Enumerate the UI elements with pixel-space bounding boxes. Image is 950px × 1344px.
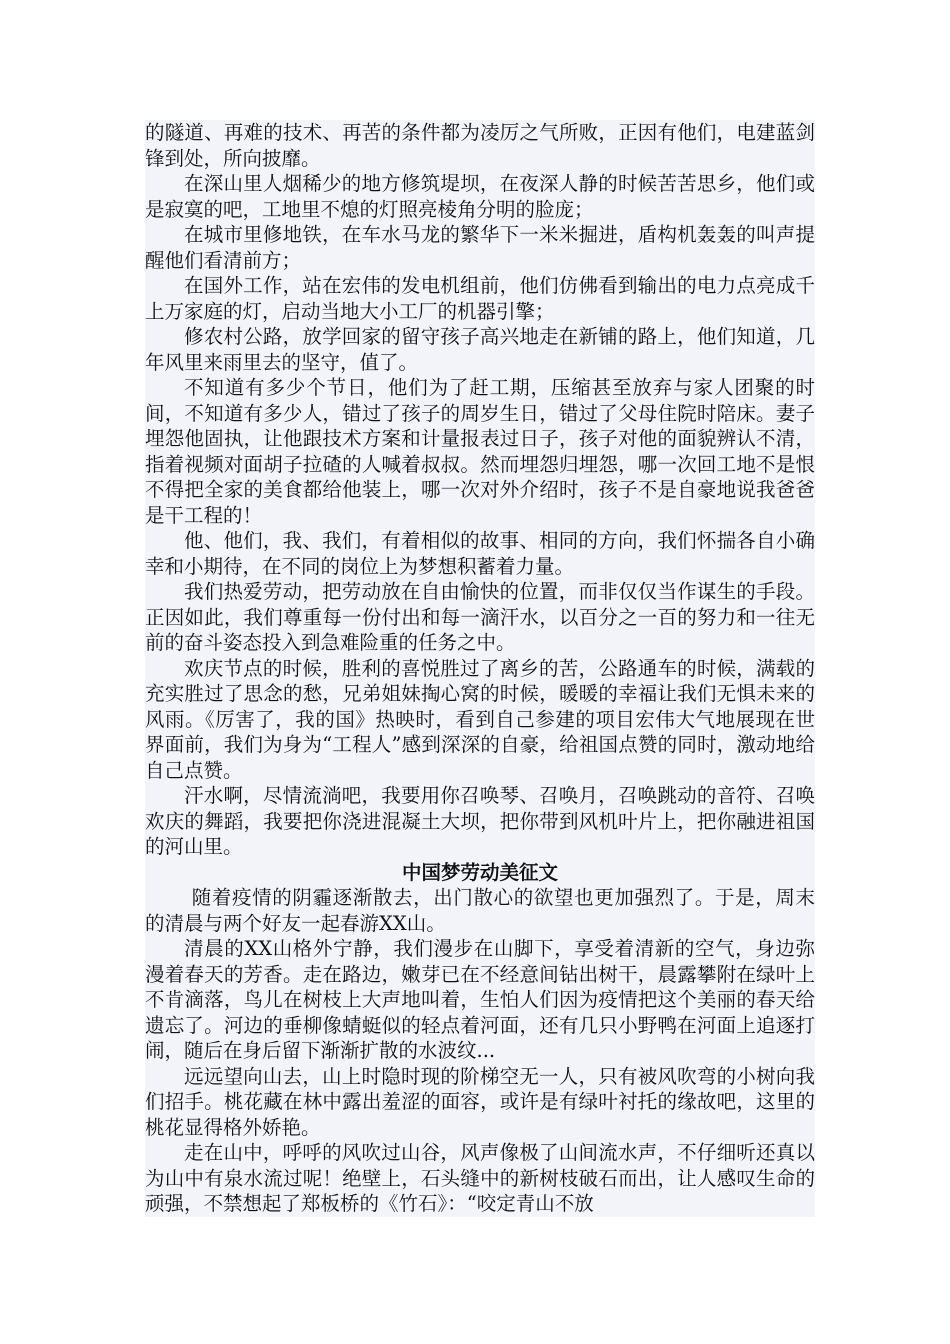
paragraph: 在深山里人烟稀少的地方修筑堤坝，在夜深人静的时候苦苦思乡，他们或是寂寞的吧，工地里不熄的灯照亮棱角分明的脸庞； <box>145 172 815 221</box>
paragraph: 在城市里修地铁，在车水马龙的繁华下一米米掘进，盾构机轰轰的叫声提醒他们看清前方； <box>145 223 815 272</box>
paragraph: 欢庆节点的时候，胜利的喜悦胜过了离乡的苦，公路通车的时候，满载的充实胜过了思念的愁，兄弟姐妹掏心窝的时候，暖暖的幸福让我们无惧未来的风雨。《厉害了，我的国》热映时，看到自己参建的项目宏伟大气地展现在世界面前，我们为身为“工程人”感到深深的自豪，给祖国点赞的同时，激动地给自己点赞。 <box>145 656 815 782</box>
paragraph: 不知道有多少个节日，他们为了赶工期，压缩甚至放弃与家人团聚的时间，不知道有多少人，错过了孩子的周岁生日，错过了父母住院时陪床。妻子埋怨他固执，让他跟技术方案和计量报表过日子，孩子对他的面貌辨认不清，指着视频对面胡子拉碴的人喊着叔叔。然而埋怨归埋怨，哪一次回工地不是恨不得把全家的美食都给他装上，哪一次对外介绍时，孩子不是自豪地说我爸爸是干工程的！ <box>145 376 815 527</box>
paragraph: 修农村公路，放学回家的留守孩子高兴地走在新铺的路上，他们知道，几年风里来雨里去的坚守，值了。 <box>145 325 815 374</box>
paragraph: 我们热爱劳动，把劳动放在自由愉快的位置，而非仅仅当作谋生的手段。正因如此，我们尊重每一份付出和每一滴汗水，以百分之一百的努力和一往无前的奋斗姿态投入到急难险重的任务之中。 <box>145 580 815 654</box>
paragraph: 汗水啊，尽情流淌吧，我要用你召唤琴、召唤月，召唤跳动的音符、召唤欢庆的舞蹈，我要把你浇进混凝土大坝，把你带到风机叶片上，把你融进祖国的河山里。 <box>145 784 815 858</box>
paragraph: 随着疫情的阴霾逐渐散去，出门散心的欲望也更加强烈了。于是，周末的清晨与两个好友一起春游XX山。 <box>145 886 815 935</box>
paragraph: 清晨的XX山格外宁静，我们漫步在山脚下，享受着清新的空气，身边弥漫着春天的芳香。走在路边，嫩芽已在不经意间钻出树干，晨露攀附在绿叶上不肯滴落，鸟儿在树枝上大声地叫着，生怕人们因为疫情把这个美丽的春天给遗忘了。河边的垂柳像蜻蜓似的轻点着河面，还有几只小野鸭在河面上追逐打闹，随后在身后留下渐渐扩散的水波纹... <box>145 937 815 1062</box>
paragraph: 在国外工作，站在宏伟的发电机组前，他们仿佛看到输出的电力点亮成千上万家庭的灯，启动当地大小工厂的机器引擎； <box>145 274 815 323</box>
paragraph: 远远望向山去，山上时隐时现的阶梯空无一人，只有被风吹弯的小树向我们招手。桃花藏在林中露出羞涩的面容，或许是有绿叶衬托的缘故吧，这里的桃花显得格外娇艳。 <box>145 1064 815 1139</box>
paragraph: 走在山中，呼呼的风吹过山谷，风声像极了山间流水声，不仔细听还真以为山中有泉水流过呢！绝壁上，石头缝中的新树枝破石而出，让人感叹生命的顽强，不禁想起了郑板桥的《竹石》：“咬定青山不放 <box>145 1141 815 1215</box>
section-title: 中国梦劳动美征文 <box>145 860 815 886</box>
paragraph: 他、他们，我、我们，有着相似的故事、相同的方向，我们怀揣各自小确幸和小期待，在不同的岗位上为梦想积蓄着力量。 <box>145 529 815 578</box>
document-body <box>145 120 815 1217</box>
paragraph-continuation: 的隧道、再难的技术、再苦的条件都为凌厉之气所败，正因有他们，电建蓝剑锋到处，所向披靡。 <box>145 121 815 170</box>
